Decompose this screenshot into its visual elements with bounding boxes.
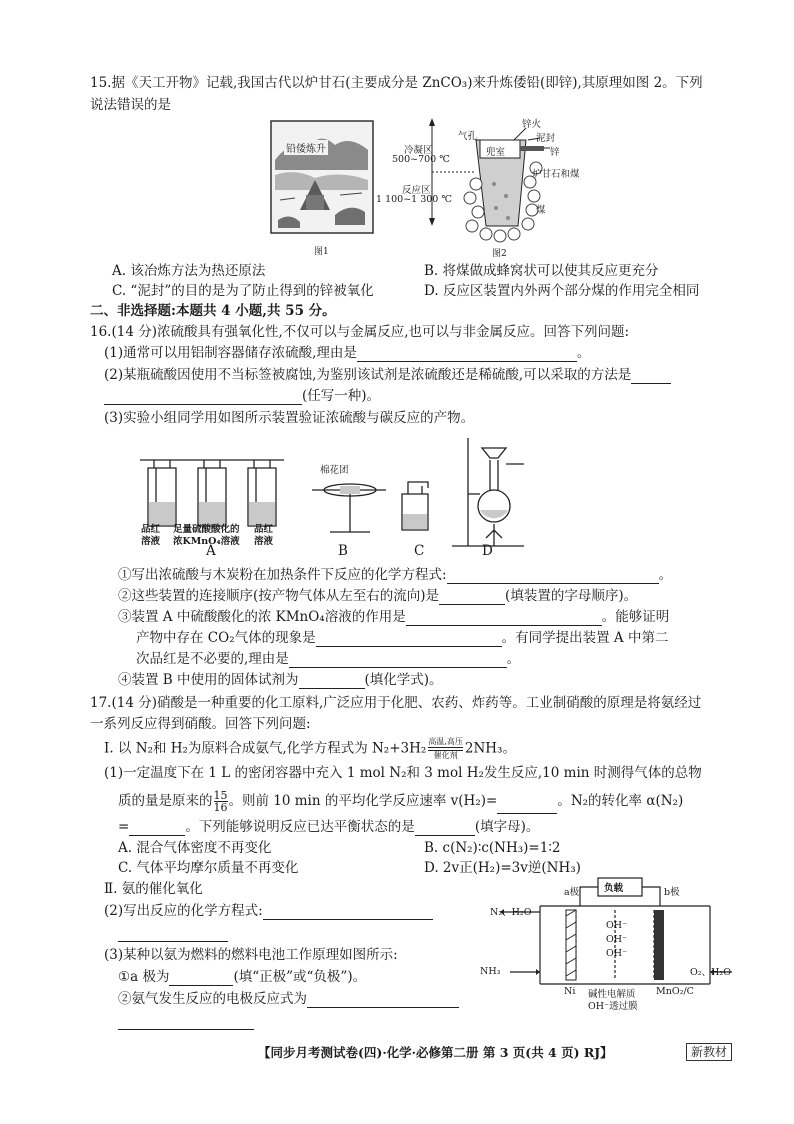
vent-label: 气孔 bbox=[458, 131, 478, 142]
q17-sub1-line1: (1)一定温度下在 1 L 的密闭容器中充入 1 mol N₂和 3 mol H₂发生反应,10 min 时测得气体的总物 bbox=[104, 765, 702, 781]
q17-sub3b: ②氨气发生反应的电极反应式为 bbox=[118, 990, 459, 1008]
q15-stem-line1: 15.据《天工开物》记载,我国古代以炉甘石(主要成分是 ZnCO₃)来升炼倭铅(即锌),其原理如图 2。下列 bbox=[90, 75, 703, 91]
figure-1-illustration bbox=[270, 120, 374, 234]
coal-label: 煤 bbox=[536, 205, 546, 216]
cotton-label: 棉花团 bbox=[320, 465, 349, 476]
q17-sub3a: ①a 极为 (填“正极”或“负极”)。 bbox=[118, 969, 367, 985]
q17-part2-heading: Ⅱ. 氨的催化氧化 bbox=[104, 881, 203, 897]
ion-label-2: OH⁻ bbox=[606, 934, 628, 945]
apparatus-label-c: C bbox=[414, 543, 425, 559]
figure-1-caption: 图1 bbox=[314, 247, 329, 257]
zinc-label: 锌 bbox=[550, 147, 560, 158]
bottle-1-label: 品红 溶液 bbox=[141, 524, 161, 547]
q16-sub3: ③装置 A 中硫酸酸化的浓 KMnO₄溶液的作用是 。能够证明 bbox=[118, 609, 670, 625]
q17-sub1-line2: 质的量是原来的 $\frac{15}{16}$ 。则前 10 min 的平均化学反应速率 v(H₂)= 。N₂的转化率 α(N₂) bbox=[118, 789, 684, 814]
q15-option-d: D. 反应区装置内外两个部分煤的作用完全相同 bbox=[424, 283, 700, 299]
q17-part1-equation: Ⅰ. 以 N₂和 H₂为原料合成氨气,化学方程式为 N₂+3H₂ 高温,高压 催化剂 2NH₃。 bbox=[104, 737, 516, 760]
condense-temp-label: 500~700 ℃ bbox=[392, 154, 450, 165]
q16-sub2: ②这些装置的连接顺序(按产物气体从左至右的流向)是 (填装置的字母顺序)。 bbox=[118, 588, 638, 604]
pot-label: 兜室 bbox=[486, 147, 506, 158]
fuel-cell-figure bbox=[480, 876, 732, 1018]
q16-part3: (3)实验小组同学用如图所示装置验证浓硫酸与碳反应的产物。 bbox=[104, 410, 475, 426]
q16-stem: 16.(14 分)浓硫酸具有强氧化性,不仅可以与金属反应,也可以与非金属反应。回答下列问题: bbox=[90, 324, 630, 340]
new-textbook-badge: 新教材 bbox=[686, 1043, 732, 1061]
ion-label-1: OH⁻ bbox=[606, 920, 628, 931]
apparatus-label-d: D bbox=[482, 543, 493, 559]
membrane-label: OH⁻透过膜 bbox=[588, 1001, 638, 1012]
section-2-heading: 二、非选择题:本题共 4 小题,共 55 分。 bbox=[90, 303, 336, 319]
q17-sub3: (3)某种以氨为燃料的燃料电池工作原理如图所示: bbox=[104, 947, 398, 963]
q17-option-a: A. 混合气体密度不再变化 bbox=[118, 840, 272, 856]
q17-sub2-line2 bbox=[118, 924, 228, 942]
q17-option-d: D. 2v正(H₂)=3v逆(NH₃) bbox=[424, 860, 581, 876]
bottle-3-label: 品红 溶液 bbox=[254, 524, 274, 547]
outlet-left-label: N₂、H₂O bbox=[490, 907, 532, 918]
q17-stem-line2: 一系列反应得到硝酸。回答下列问题: bbox=[90, 716, 311, 732]
q15-option-b: B. 将煤做成蜂窝状可以使其反应更充分 bbox=[424, 263, 659, 279]
ion-label-3: OH⁻ bbox=[606, 948, 628, 959]
q16-sub3-line2: 产物中存在 CO₂气体的现象是 。有同学提出装置 A 中第二 bbox=[136, 630, 669, 646]
page-footer: 【同步月考测试卷(四)·化学·必修第二册 第 3 页(共 4 页) RJ】 bbox=[258, 1045, 613, 1060]
react-zone-label: 反应区 bbox=[402, 185, 431, 196]
react-temp-label: 1 100~1 300 ℃ bbox=[376, 194, 452, 205]
q15-option-a: A. 该冶炼方法为热还原法 bbox=[112, 263, 266, 279]
ni-label: Ni bbox=[564, 986, 576, 997]
electrolyte-label: 碱性电解质 bbox=[588, 989, 636, 1000]
inlet-left-label: NH₃ bbox=[480, 966, 501, 977]
fire-label: 锌火 bbox=[522, 119, 542, 130]
mno2-label: MnO₂/C bbox=[656, 986, 694, 997]
q17-sub3b-line2 bbox=[118, 1012, 254, 1030]
q16-sub1: ①写出浓硫酸与木炭粉在加热条件下反应的化学方程式: 。 bbox=[118, 567, 673, 583]
load-label: 负载 bbox=[604, 883, 624, 894]
figure-2-caption: 图2 bbox=[492, 249, 507, 259]
q16-sub3-line3: 次品红是不必要的,理由是 。 bbox=[136, 651, 521, 667]
electrode-a-label: a极 bbox=[564, 887, 580, 898]
ore-label: 炉甘石和煤 bbox=[532, 169, 580, 180]
q17-sub1-line3: = 。下列能够说明反应已达平衡状态的是 (填字母)。 bbox=[118, 819, 540, 835]
inlet-right-label: O₂、H₂O bbox=[690, 967, 731, 978]
q17-stem-line1: 17.(14 分)硝酸是一种重要的化工原料,广泛应用于化肥、农药、炸药等。工业制硝酸的原理是将氨经过 bbox=[90, 695, 702, 711]
figure-1-title: 铅倭炼升 bbox=[284, 140, 328, 155]
apparatus-label-a: A bbox=[206, 543, 216, 559]
apparatus-label-b: B bbox=[338, 543, 348, 559]
q17-option-c: C. 气体平均摩尔质量不再变化 bbox=[118, 860, 299, 876]
q16-part1: (1)通常可以用铝制容器储存浓硫酸,理由是 。 bbox=[104, 345, 591, 361]
bottle-2-label: 足量硫酸酸化的 浓KMnO₄溶液 bbox=[173, 524, 240, 547]
figure-2-furnace bbox=[376, 114, 580, 244]
q16-part2: (2)某瓶硫酸因使用不当标签被腐蚀,为鉴别该试剂是浓硫酸还是稀硫酸,可以采取的方法是 bbox=[104, 366, 671, 384]
q16-part2-continued: (任写一种)。 bbox=[104, 387, 380, 405]
electrode-b-label: b极 bbox=[664, 887, 680, 898]
q15-stem-line2: 说法错误的是 bbox=[90, 97, 171, 113]
condense-zone-label: 冷凝区 bbox=[404, 145, 433, 156]
seal-label: 泥封 bbox=[536, 133, 556, 144]
q15-option-c: C. “泥封”的目的是为了防止得到的锌被氧化 bbox=[112, 283, 374, 299]
q17-sub2: (2)写出反应的化学方程式: bbox=[104, 902, 433, 920]
q17-option-b: B. c(N₂)∶c(NH₃)=1∶2 bbox=[424, 840, 561, 856]
q16-sub4: ④装置 B 中使用的固体试剂为 (填化学式)。 bbox=[118, 672, 443, 688]
